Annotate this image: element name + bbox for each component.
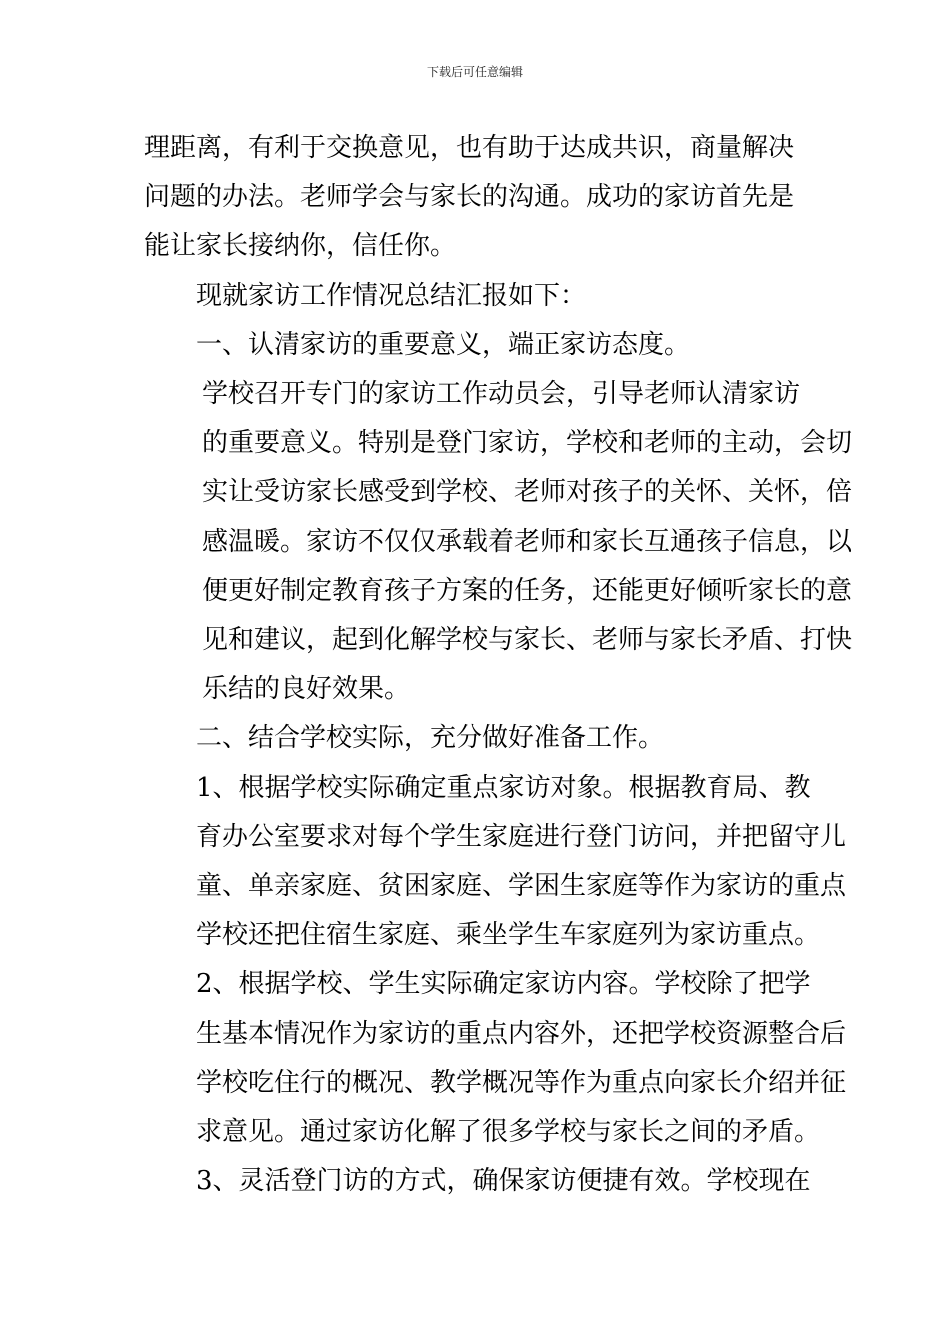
- paragraph-meaning: [144, 370, 853, 714]
- text-line: 生基本情况作为家访的重点内容外，还把学校资源整合后: [196, 1018, 847, 1049]
- section-heading-2: [144, 714, 814, 763]
- text-line: 3、灵活登门访的方式，确保家访便捷有效。学校现在: [196, 1166, 811, 1197]
- section-heading-1: [144, 321, 814, 370]
- text-line: 一、认清家访的重要意义，端正家访态度。: [196, 329, 691, 360]
- text-line: 现就家访工作情况总结汇报如下：: [196, 280, 587, 311]
- text-line: 能让家长接纳你，信任你。: [144, 231, 457, 262]
- paragraph-summary-intro: [144, 272, 814, 321]
- text-line: 实让受访家长感受到学校、老师对孩子的关怀、关怀，倍: [202, 477, 853, 508]
- text-line: 的重要意义。特别是登门家访，学校和老师的主动，会切: [202, 428, 853, 459]
- text-line: 学校还把住宿生家庭、乘坐学生车家庭列为家访重点。: [196, 920, 821, 951]
- text-line: 二、结合学校实际，充分做好准备工作。: [196, 723, 665, 754]
- text-line: 求意见。通过家访化解了很多学校与家长之间的矛盾。: [196, 1117, 821, 1148]
- document-body: [144, 124, 853, 1206]
- page-header-note: 下载后可任意编辑: [426, 65, 523, 79]
- paragraph-item-1: [144, 764, 847, 961]
- text-line: 2、根据学校、学生实际确定家访内容。学校除了把学: [196, 969, 811, 1000]
- text-line: 学校召开专门的家访工作动员会，引导老师认清家访: [202, 379, 801, 410]
- text-line: 理距离，有利于交换意见，也有助于达成共识，商量解决: [144, 133, 795, 163]
- text-line: 问题的办法。老师学会与家长的沟通。成功的家访首先是: [144, 182, 795, 213]
- text-line: 感温暖。家访不仅仅承载着老师和家长互通孩子信息，以: [202, 526, 853, 557]
- text-line: 学校吃住行的概况、教学概况等作为重点向家长介绍并征: [196, 1067, 847, 1098]
- text-line: 育办公室要求对每个学生家庭进行登门访问，并把留守儿: [196, 821, 847, 852]
- paragraph-item-2: [144, 960, 847, 1157]
- text-line: 乐结的良好效果。: [202, 674, 411, 705]
- text-line: 1、根据学校实际确定重点家访对象。根据教育局、教: [196, 772, 811, 803]
- text-line: 童、单亲家庭、贫困家庭、学困生家庭等作为家访的重点: [196, 871, 847, 902]
- paragraph-communication: [144, 124, 814, 272]
- text-line: 见和建议，起到化解学校与家长、老师与家长矛盾、打快: [202, 625, 853, 656]
- text-line: 便更好制定教育孩子方案的任务，还能更好倾听家长的意: [202, 575, 853, 606]
- paragraph-item-3: [144, 1157, 814, 1206]
